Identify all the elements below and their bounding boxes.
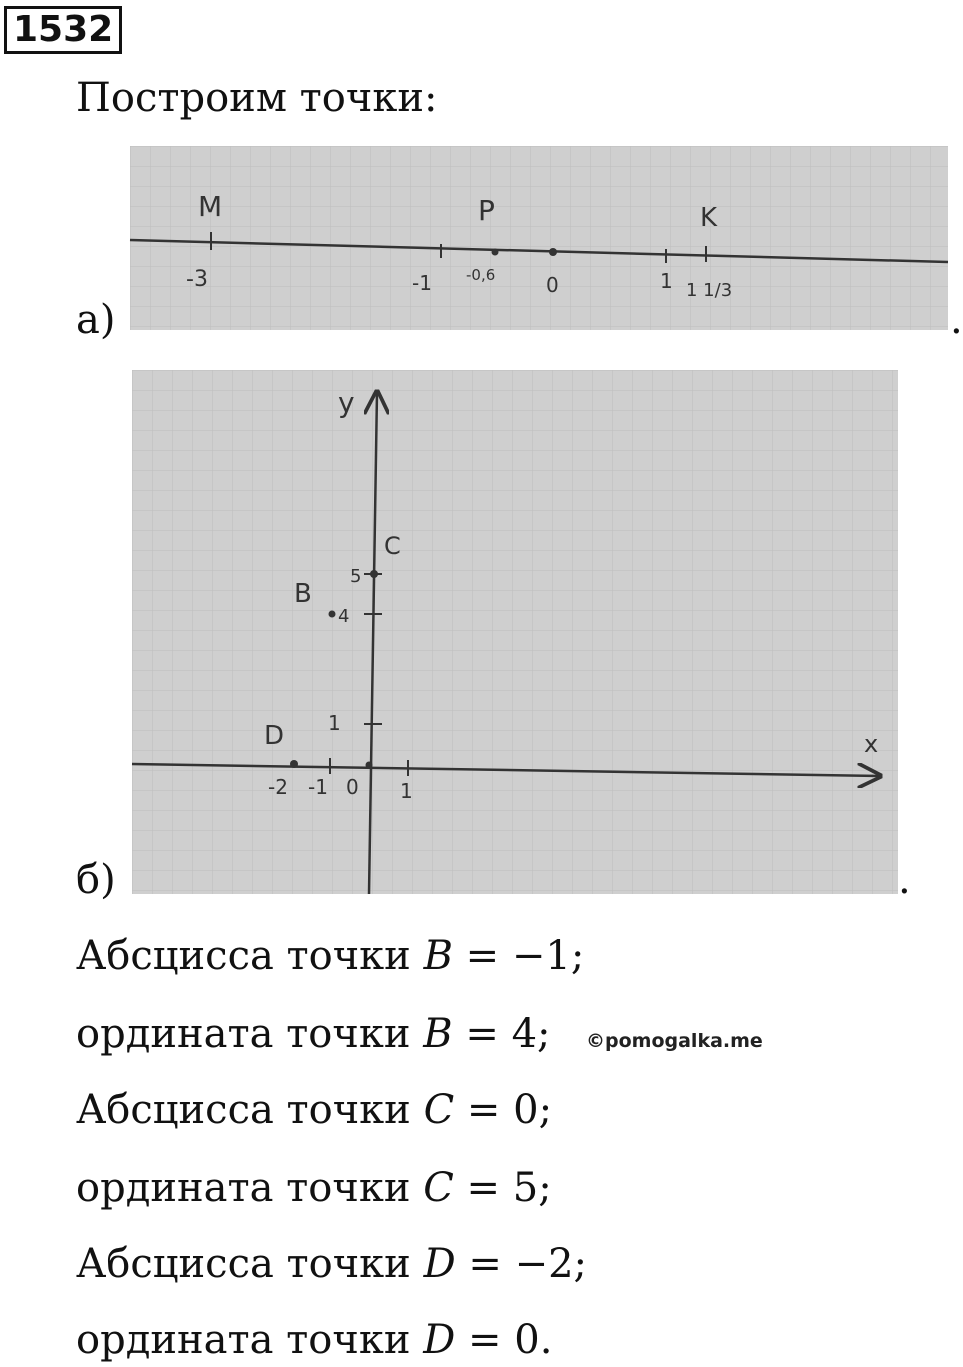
tick-label-minus-3: -3 bbox=[186, 267, 208, 292]
point-label-b: B bbox=[294, 579, 312, 609]
point-b-dot bbox=[329, 611, 336, 618]
point-c-dot bbox=[370, 570, 378, 578]
y-tick-label-1: 1 bbox=[328, 711, 341, 735]
point-label-d: D bbox=[264, 721, 285, 751]
part-a-end: . bbox=[950, 297, 963, 343]
x-tick-label-zero: 0 bbox=[346, 775, 359, 799]
answer-line: ордината точки D = 0. bbox=[76, 1317, 553, 1363]
point-label-m: M bbox=[198, 190, 223, 223]
answer-line: Абсцисса точки D = −2; bbox=[76, 1241, 588, 1287]
x-tick-label-1: 1 bbox=[400, 779, 413, 803]
tick-label-zero: 0 bbox=[546, 273, 559, 297]
answer-line: ордината точки B = 4; bbox=[76, 1011, 551, 1057]
intro-text: Построим точки: bbox=[76, 75, 438, 121]
x-tick-label-minus-1: -1 bbox=[308, 775, 328, 799]
tick-label-k: 1 1/3 bbox=[686, 280, 733, 301]
x-tick-label-minus-2: -2 bbox=[268, 775, 288, 799]
point-label-p: P bbox=[478, 194, 495, 227]
answer-line: ордината точки C = 5; bbox=[76, 1165, 552, 1211]
point-zero-dot bbox=[549, 248, 557, 256]
part-b-end: . bbox=[898, 857, 911, 903]
y-axis-label: y bbox=[338, 386, 355, 419]
origin-dot bbox=[366, 762, 373, 769]
point-d-dot bbox=[290, 760, 298, 768]
point-label-c: C bbox=[384, 532, 401, 560]
task-number: 1532 bbox=[4, 6, 122, 54]
part-a-label: а) bbox=[76, 297, 116, 343]
y-tick-label-4: 4 bbox=[338, 606, 350, 627]
answer-line: Абсцисса точки C = 0; bbox=[76, 1087, 553, 1133]
watermark: ©pomogalka.me bbox=[586, 1030, 763, 1052]
number-line-photo bbox=[130, 146, 948, 330]
tick-label-minus-1: -1 bbox=[412, 271, 432, 295]
point-label-k: K bbox=[700, 203, 718, 233]
part-b-label: б) bbox=[76, 857, 116, 903]
tick-label-p: -0,6 bbox=[466, 266, 496, 284]
answer-line: Абсцисса точки B = −1; bbox=[76, 933, 585, 979]
y-tick-label-5: 5 bbox=[350, 566, 362, 587]
coordinate-plane-photo bbox=[132, 370, 898, 894]
x-axis-label: x bbox=[864, 730, 879, 758]
tick-label-1: 1 bbox=[660, 269, 673, 293]
point-p-dot bbox=[492, 249, 499, 256]
